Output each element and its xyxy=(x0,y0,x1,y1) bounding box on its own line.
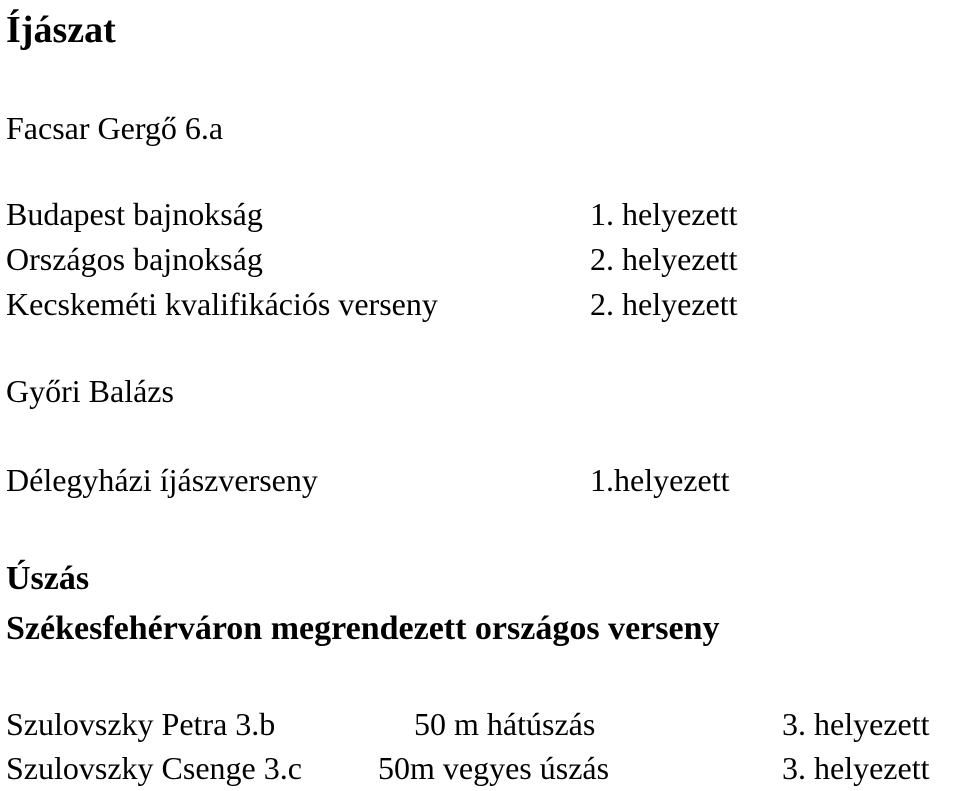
swim-event: 50m vegyes úszás xyxy=(378,750,610,786)
event-name: Budapest bajnokság xyxy=(6,196,263,232)
event-name: Országos bajnokság xyxy=(6,241,263,277)
event-name: Délegyházi íjászverseny xyxy=(6,462,318,498)
athlete-name: Facsar Gergő 6.a xyxy=(6,110,224,146)
section-title-archery: Íjászat xyxy=(6,9,116,51)
event-name: Kecskeméti kvalifikációs verseny xyxy=(6,286,438,322)
swim-place: 3. helyezett xyxy=(782,706,930,742)
swimmer-name: Szulovszky Petra 3.b xyxy=(6,706,276,742)
swimmer-name: Szulovszky Csenge 3.c xyxy=(6,750,302,786)
athlete-name: Győri Balázs xyxy=(6,373,174,409)
event-place: 2. helyezett xyxy=(590,286,738,322)
section-title-swimming: Úszás xyxy=(6,560,90,597)
event-place: 2. helyezett xyxy=(590,241,738,277)
swim-event: 50 m hátúszás xyxy=(414,706,596,742)
swim-place: 3. helyezett xyxy=(782,750,930,786)
event-place: 1.helyezett xyxy=(590,462,730,498)
event-place: 1. helyezett xyxy=(590,196,738,232)
competition-subtitle: Székesfehérváron megrendezett országos verseny xyxy=(6,610,720,647)
